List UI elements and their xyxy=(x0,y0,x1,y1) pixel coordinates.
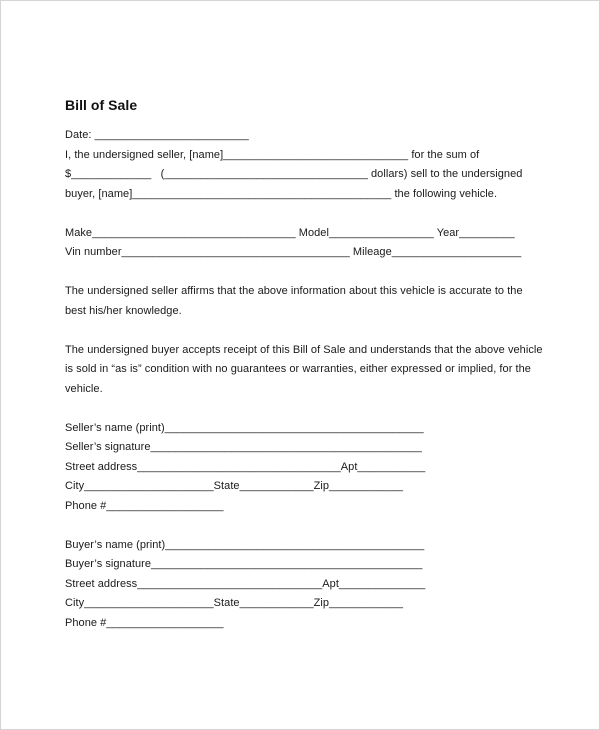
amount-line: $_____________ (_________________________________ dollars) sell to the undersigned xyxy=(65,168,523,180)
buyer-acceptance-paragraph: The undersigned buyer accepts receipt of this Bill of Sale and understands that the above vehicle is sold in “as is” condition with no guarantees or warranties, either expressed or implied, for the vehicle. xyxy=(65,343,543,395)
buyer-section xyxy=(65,536,545,634)
seller-name-field: Seller’s name (print)__________________________________________ xyxy=(65,421,424,434)
seller-name-sum-line: I, the undersigned seller, [name]______________________________ for the sum of xyxy=(65,148,480,161)
seller-affirmation-paragraph: The undersigned seller affirms that the above information about this vehicle is accurate to the best his/her knowledge. xyxy=(65,285,523,317)
seller-phone-field: Phone #___________________ xyxy=(65,499,224,512)
spacer xyxy=(65,321,545,341)
buyer-city-state-zip-field: City_____________________State____________Zip____________ xyxy=(65,597,404,609)
spacer xyxy=(65,399,545,419)
buyer-name-field: Buyer’s name (print)__________________________________________ xyxy=(65,538,425,551)
buyer-signature-field: Buyer’s signature____________________________________________ xyxy=(65,558,423,570)
buyer-street-field: Street address______________________________Apt______________ xyxy=(65,577,426,590)
spacer xyxy=(65,204,545,224)
buyer-name-line: buyer, [name]__________________________________________ the following vehicle. xyxy=(65,187,498,200)
seller-street-field: Street address_________________________________Apt___________ xyxy=(65,460,426,473)
date-field: Date: _________________________ xyxy=(65,129,249,141)
buyer-phone-field: Phone #___________________ xyxy=(65,616,224,629)
seller-city-state-zip-field: City_____________________State____________Zip____________ xyxy=(65,480,404,492)
document-body xyxy=(65,96,545,633)
spacer xyxy=(65,263,545,283)
seller-signature-field: Seller’s signature____________________________________________ xyxy=(65,441,422,453)
vin-mileage-line: Vin number_____________________________________ Mileage_____________________ xyxy=(65,246,522,258)
seller-section xyxy=(65,419,545,517)
spacer xyxy=(65,516,545,536)
document-title: Bill of Sale xyxy=(65,97,138,113)
make-model-year-line: Make_________________________________ Model_________________ Year_________ xyxy=(65,226,515,239)
